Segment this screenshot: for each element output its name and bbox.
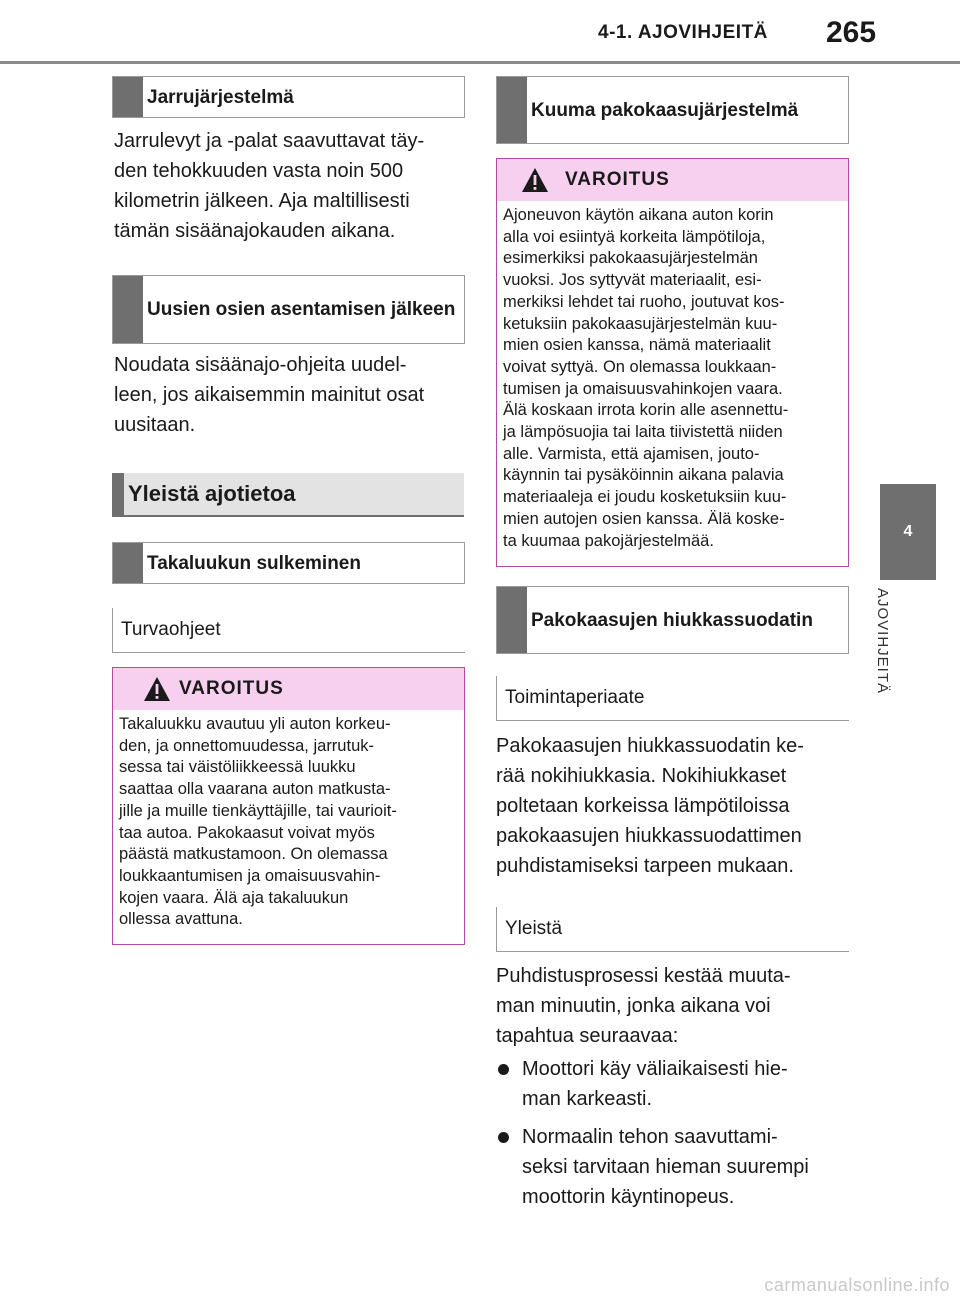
chapter-tab-number: 4 xyxy=(880,484,936,580)
warning-triangle-icon xyxy=(143,676,171,702)
general-heading: Yleistä xyxy=(505,918,563,939)
heading-marker xyxy=(113,543,143,583)
paragraph-line: leen, jos aikaisemmin mainitut osat xyxy=(114,384,425,406)
paragraph-line: Noudata sisäänajo-ohjeita uudel- xyxy=(114,354,407,376)
bullet-icon xyxy=(498,1064,509,1075)
section-heading: Yleistä ajotietoa xyxy=(128,481,296,506)
chapter-tab-label xyxy=(852,580,960,740)
list-item-line: seksi tarvitaan hieman suurempi xyxy=(522,1156,809,1178)
section-heading-box xyxy=(112,473,464,517)
brakes-heading-box xyxy=(112,76,465,118)
paragraph-line: kilometrin jälkeen. Aja maltillisesti xyxy=(114,190,410,212)
warning-header xyxy=(497,159,848,201)
general-heading-box xyxy=(496,907,849,952)
new-parts-heading-box xyxy=(112,275,465,344)
warning-title: VAROITUS xyxy=(565,169,670,190)
heading-marker xyxy=(497,77,527,143)
tailgate-warning-box xyxy=(112,667,465,945)
chapter-tab-label-text: AJOVIHJEITÄ xyxy=(874,588,891,695)
exhaust-warning-box xyxy=(496,158,849,567)
principle-heading-box xyxy=(496,676,849,721)
paragraph-line: den tehokkuuden vasta noin 500 xyxy=(114,160,404,182)
list-item xyxy=(496,1122,852,1212)
list-item xyxy=(496,1054,852,1114)
header-divider xyxy=(0,61,960,64)
watermark: carmanualsonline.info xyxy=(764,1275,950,1295)
paragraph-line: Puhdistusprosessi kestää muuta- xyxy=(496,965,791,987)
list-item-line: Normaalin tehon saavuttami- xyxy=(522,1126,778,1148)
general-paragraph xyxy=(496,961,852,1051)
paragraph-line: rää nokihiukkasia. Nokihiukkaset xyxy=(496,765,787,787)
bullet-icon xyxy=(498,1132,509,1143)
paragraph-line: Jarrulevyt ja -palat saavuttavat täy- xyxy=(114,130,425,152)
safety-heading: Turvaohjeet xyxy=(121,619,221,640)
principle-heading: Toimintaperiaate xyxy=(505,687,645,708)
warning-text: Ajoneuvon käytön aikana auton korin alla voi esiintyä korkeita lämpötiloja, esimerkiksi pakokaasujärjestelmän vuoksi. Jos syttyvät materiaalit, esi- merkiksi lehdet tai ruoho, joutuvat kos- ketuksiin pakokaasujärjestelmän kuu- mien osien kanssa, nämä materiaalit voivat syttyä. On olemassa loukkaan- tumisen ja omaisuusvahinkojen vaara. Älä koskaan irrota korin alle asennettu- ja lämpösuojia tai laita tiivistettä niiden alle. Varmista, että ajamisen, jouto- käynnin tai pysäköinnin aikana palavia materiaaleja ei joudu kosketuksiin kuu- mien autojen osien kanssa. Älä koske- ta kuumaa pakojärjestelmää. xyxy=(503,206,789,550)
filter-heading: Pakokaasujen hiukkassuodatin xyxy=(531,609,813,631)
warning-header xyxy=(113,668,464,710)
warning-text: Takaluukku avautuu yli auton korkeu- den, ja onnettomuudessa, jarrutuk- sessa tai väistöliikkeessä luukku saattaa olla vaarana auton matkusta- jille ja muille tienkäyttäjille, tai vaurioit- taa autoa. Pakokaasut voivat myös päästä matkustamoon. On olemassa loukkaantumisen ja omaisuusvahin- kojen vaara. Älä aja takaluukun ollessa avattuna. xyxy=(119,715,397,929)
section-marker xyxy=(112,473,124,515)
paragraph-line: pakokaasujen hiukkassuodattimen xyxy=(496,825,802,847)
heading-marker xyxy=(497,587,527,653)
paragraph-line: puhdistamiseksi tarpeen mukaan. xyxy=(496,855,794,877)
list-item-line: man karkeasti. xyxy=(522,1088,653,1110)
heading-marker xyxy=(113,276,143,343)
brakes-paragraph xyxy=(114,126,466,246)
new-parts-heading: Uusien osien asentamisen jälkeen xyxy=(147,299,456,320)
filter-heading-box xyxy=(496,586,849,654)
tailgate-heading-box xyxy=(112,542,465,584)
warning-triangle-icon xyxy=(521,167,549,193)
paragraph-line: tämän sisäänajokauden aikana. xyxy=(114,220,396,242)
new-parts-paragraph xyxy=(114,350,466,440)
paragraph-line: poltetaan korkeissa lämpötiloissa xyxy=(496,795,790,817)
page-number: 265 xyxy=(826,16,877,49)
paragraph-line: Pakokaasujen hiukkassuodatin ke- xyxy=(496,735,804,757)
exhaust-heading-box xyxy=(496,76,849,144)
paragraph-line: uusitaan. xyxy=(114,414,196,436)
list-item-line: moottorin käyntinopeus. xyxy=(522,1186,735,1208)
tailgate-heading: Takaluukun sulkeminen xyxy=(147,552,361,574)
paragraph-line: tapahtua seuraavaa: xyxy=(496,1025,679,1047)
paragraph-line: man minuutin, jonka aikana voi xyxy=(496,995,771,1017)
chapter-title: 4-1. AJOVIHJEITÄ xyxy=(598,22,768,43)
brakes-heading: Jarrujärjestelmä xyxy=(147,86,294,108)
list-item-line: Moottori käy väliaikaisesti hie- xyxy=(522,1058,788,1080)
exhaust-heading: Kuuma pakokaasujärjestelmä xyxy=(531,99,799,121)
heading-marker xyxy=(113,77,143,117)
warning-title: VAROITUS xyxy=(179,678,284,699)
safety-heading-box xyxy=(112,608,465,653)
principle-paragraph xyxy=(496,731,852,881)
